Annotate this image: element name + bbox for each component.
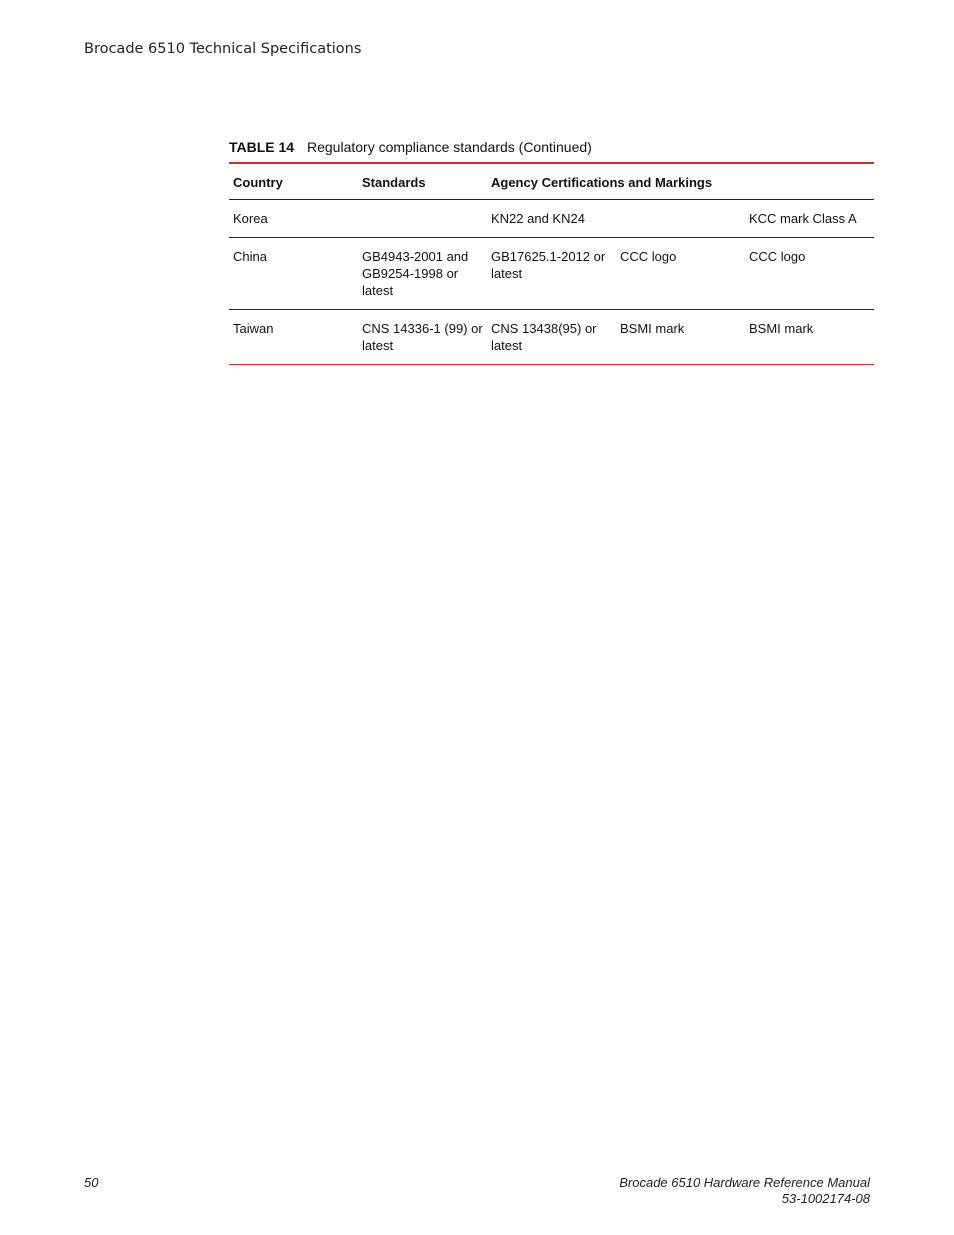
column-header-agency: Agency Certifications and Markings — [487, 163, 874, 199]
cell-standards: CNS 14336-1 (99) or latest — [362, 320, 483, 353]
cell-agency-1: KN22 and KN24 — [487, 199, 616, 237]
table-caption-number: TABLE 14 — [229, 139, 295, 155]
cell-country: Korea — [229, 199, 358, 237]
cell-agency-2: BSMI mark — [620, 320, 685, 336]
table-row — [229, 237, 874, 309]
table-row — [229, 199, 874, 237]
cell-agency-1: CNS 13438(95) or latest — [491, 320, 597, 353]
cell-agency-1: GB17625.1-2012 or latest — [487, 237, 616, 309]
cell-agency-3: KCC mark Class A — [745, 199, 874, 237]
cell-country: China — [229, 237, 358, 309]
cell-agency-3: BSMI mark — [749, 320, 814, 336]
cell-standards — [358, 199, 487, 237]
page-number: 50 — [84, 1175, 99, 1190]
cell-standards: GB4943-2001 and GB9254-1998 or latest — [358, 237, 487, 309]
table-row — [229, 309, 874, 364]
column-header-country: Country — [229, 163, 358, 199]
cell-agency-3: CCC logo — [745, 237, 874, 309]
regulatory-compliance-table — [229, 162, 874, 365]
running-header: Brocade 6510 Technical Specifications — [84, 41, 362, 57]
cell-agency-2 — [616, 199, 745, 237]
manual-title: Brocade 6510 Hardware Reference Manual — [619, 1175, 870, 1190]
doc-number: 53-1002174-08 — [781, 1191, 870, 1206]
column-header-standards: Standards — [358, 163, 487, 199]
table-caption — [229, 139, 592, 155]
table-header-row — [229, 163, 874, 199]
cell-country: Taiwan — [233, 320, 274, 336]
footer-doc-info — [619, 1175, 870, 1207]
table-caption-title: Regulatory compliance standards (Continued) — [306, 139, 592, 155]
cell-agency-2: CCC logo — [616, 237, 745, 309]
